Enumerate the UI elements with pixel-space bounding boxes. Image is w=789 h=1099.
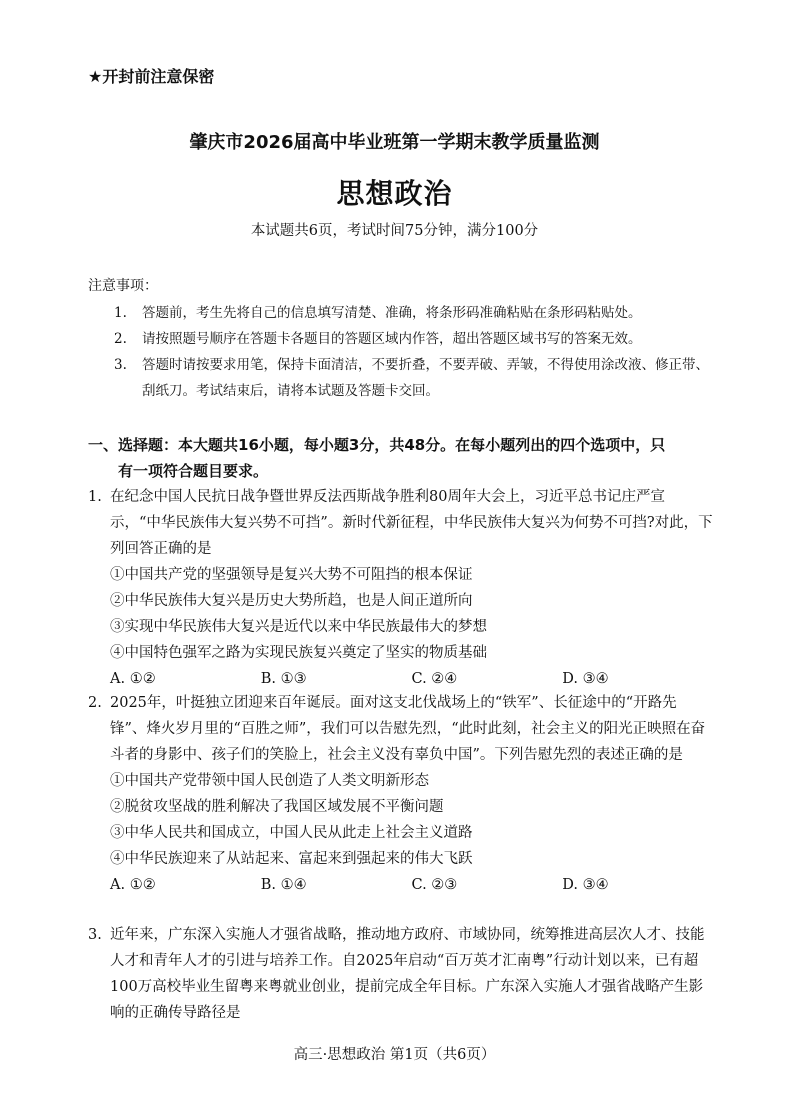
choice-a: A. ①② (110, 877, 156, 893)
choice-d: D. ③④ (562, 877, 609, 893)
notes-list (114, 300, 714, 404)
question-2 (88, 690, 713, 898)
question-number: 3. (88, 927, 102, 943)
note-item (114, 300, 714, 326)
choice-b: B. ①③ (260, 671, 307, 687)
statement-option: ③中华人民共和国成立，中国人民从此走上社会主义道路 (110, 825, 473, 841)
section-heading-line: 一、选择题：本大题共16小题，每小题3分，共48分。在每小题列出的四个选项中，只 (88, 436, 666, 454)
note-number: 2. (114, 331, 127, 347)
confidential-notice: ★开封前注意保密 (88, 67, 215, 86)
note-item (114, 326, 714, 352)
question-text: 2025年，叶挺独立团迎来百年诞辰。面对这支北伐战场上的“铁军”、长征途中的“开路先锋”、烽火岁月里的“百胜之师”，我们可以告慰先烈，“此时此刻，社会主义的阳光正映照在奋斗者的身影中、孩子们的笑脸上，社会主义没有辜负中国”。下列告慰先烈的表述正确的是 (110, 695, 706, 763)
note-number: 1. (114, 305, 127, 321)
answer-choices (88, 666, 713, 692)
statement-option: ③实现中华民族伟大复兴是近代以来中华民族最伟大的梦想 (110, 619, 487, 635)
subject-title: 思想政治 (336, 177, 453, 210)
choice-c: C. ②③ (411, 877, 458, 893)
note-item (114, 352, 714, 404)
note-text: 答题前，考生先将自己的信息填写清楚、准确，将条形码准确粘贴在条形码粘贴处。 (142, 305, 642, 321)
answer-choices (88, 872, 713, 898)
statement-option: ④中国特色强军之路为实现民族复兴奠定了坚实的物质基础 (110, 645, 487, 661)
statement-option: ①中国共产党带领中国人民创造了人类文明新形态 (110, 773, 429, 789)
note-number: 3. (114, 357, 127, 373)
statement-option: ④中华民族迎来了从站起来、富起来到强起来的伟大飞跃 (110, 851, 473, 867)
choice-c: C. ②④ (411, 671, 458, 687)
question-stem (88, 922, 713, 1026)
note-text: 请按照题号顺序在答题卡各题目的答题区域内作答，超出答题区域书写的答案无效。 (142, 331, 642, 347)
notes-title: 注意事项： (88, 278, 158, 294)
exam-info: 本试题共6页，考试时间75分钟，满分100分 (250, 223, 539, 239)
question-1 (88, 484, 713, 692)
note-text: 答题时请按要求用笔，保持卡面清洁，不要折叠，不要弄破、弄皱，不得使用涂改液、修正带、刮纸刀。考试结束后，请将本试题及答题卡交回。 (142, 357, 709, 399)
statement-option: ②中华民族伟大复兴是历史大势所趋，也是人间正道所向 (110, 593, 473, 609)
page-footer: 高三·思想政治 第1页（共6页） (293, 1047, 496, 1063)
question-stem (88, 484, 713, 562)
question-text: 在纪念中国人民抗日战争暨世界反法西斯战争胜利80周年大会上，习近平总书记庄严宣示，“中华民族伟大复兴势不可挡”。新时代新征程，中华民族伟大复兴为何势不可挡?对此，下列回答正确的是 (110, 489, 713, 557)
question-stem (88, 690, 713, 768)
statement-option: ②脱贫攻坚战的胜利解决了我国区域发展不平衡问题 (110, 799, 444, 815)
choice-a: A. ①② (110, 671, 156, 687)
choice-d: D. ③④ (562, 671, 609, 687)
question-number: 2. (88, 695, 102, 711)
exam-title: 肇庆市2026届高中毕业班第一学期末教学质量监测 (189, 132, 600, 153)
statement-option: ①中国共产党的坚强领导是复兴大势不可阻挡的根本保证 (110, 567, 473, 583)
choice-b: B. ①④ (260, 877, 307, 893)
question-text: 近年来，广东深入实施人才强省战略，推动地方政府、市域协同，统筹推进高层次人才、技能人才和青年人才的引进与培养工作。自2025年启动“百万英才汇南粤”行动计划以来，已有超100万高校毕业生留粤来粤就业创业，提前完成全年目标。广东深入实施人才强省战略产生影响的正确传导路径是 (110, 927, 705, 1021)
section-heading-continuation: 有一项符合题目要求。 (118, 462, 269, 480)
question-number: 1. (88, 489, 102, 505)
question-3 (88, 922, 713, 1026)
section-heading (88, 432, 713, 484)
